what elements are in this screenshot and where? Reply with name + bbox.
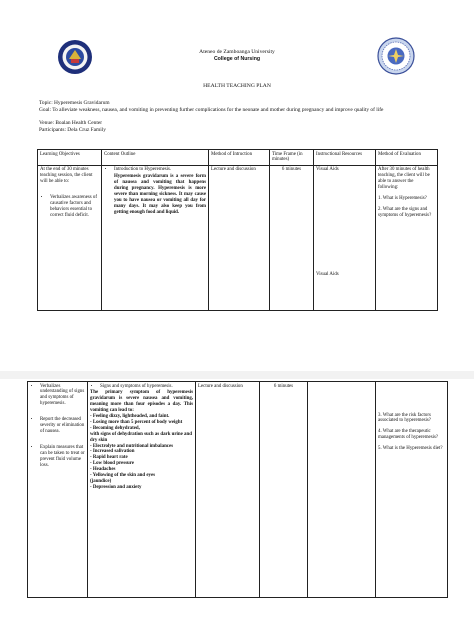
table-header-row: [38, 150, 438, 166]
content-body: Hyperemesis gravidarum is a severe form of nausea and vomiting that happens during pregnancy. Hyperemesis is more severe than morning sickness. It may cause you to have nausea or vomiting all day for many days. It may also keep you from getting enough food and liquid.: [114, 174, 206, 215]
method-cell: Lecture and discussion: [196, 382, 260, 598]
goal-line: Goal: To alleviate weakness, nausea, and vomiting in preventing further complications for the neonate and mother during pregnancy and improve quality of life: [39, 107, 384, 113]
resources-cell: [308, 382, 376, 598]
objective-item: • Explain measures that can be taken to treat or prevent fluid volume loss.: [40, 445, 85, 469]
list-item: with signs of dehydration such as dark urine and dry skin: [90, 431, 192, 443]
venue-line: Venue: Boalan Health Center: [39, 120, 103, 126]
method-cell: Lecture and discussion: [209, 165, 270, 310]
table-header-cell: Method of Evaluation: [376, 150, 438, 166]
table-header-cell: Instructional Resources: [314, 150, 376, 166]
time-cell: 6 minutes: [260, 382, 308, 598]
list-item: - Feeling dizzy, lightheaded, and faint.: [90, 414, 170, 420]
table-row: [28, 382, 448, 598]
content-heading: • Signs and symptoms of hyperemesis.: [100, 384, 193, 390]
evaluation-cell: [376, 382, 448, 598]
list-item: - Low blood pressure: [90, 461, 134, 467]
table-header-cell: Content Outline: [102, 150, 209, 166]
evaluation-cell: [376, 165, 438, 310]
resource-item: Visual Aids: [316, 272, 339, 278]
objective-item: • Verbalizes understanding of signs and symptoms of hyperemesis.: [40, 384, 85, 408]
resource-item: Visual Aids: [316, 167, 339, 173]
objectives-cell: [28, 382, 88, 598]
list-item: - Electrolyte and nutritional imbalances: [90, 443, 174, 449]
objective-item: • Report the decreased severity or elimination of nausea.: [40, 417, 85, 435]
objective-item: • Verbalizes awareness of causative factors and behaviors essential to correct fluid deficit.: [50, 195, 99, 219]
participants-line: Participants: Dela Cruz Family: [39, 127, 106, 133]
content-heading: • Introduction to Hyperemesis.: [114, 167, 206, 173]
content-cell: [88, 382, 196, 598]
evaluation-intro: After 30 minutes of health teaching, the client will be able to answer the following:: [378, 167, 430, 191]
teaching-plan-table: [37, 149, 438, 311]
document-page-2: [0, 379, 474, 632]
topic-line: Topic: Hyperemesis Gravidarum: [39, 100, 110, 106]
list-item: - Headaches: [90, 467, 116, 473]
list-item: - Increased salivation: [90, 449, 135, 455]
objectives-intro: At the end of 30 minutes teaching session, the client will be able to:: [40, 167, 93, 185]
objectives-cell: [38, 165, 102, 310]
evaluation-question: 3. What are the risk factors associated to hyperemesis?: [378, 412, 431, 424]
teaching-plan-table-continued: [27, 381, 448, 598]
college-name: College of Nursing: [213, 56, 261, 62]
resources-cell: [314, 165, 376, 310]
table-row: [38, 165, 438, 310]
table-header-cell: Method of Intruction: [209, 150, 270, 166]
university-name: Ateneo de Zamboanga University: [199, 49, 275, 55]
evaluation-question: 5. What is the Hyperemesis diet?: [378, 446, 443, 452]
table-header-cell: Time Frame (in minutes): [270, 150, 314, 166]
list-item: - Becoming dehydrated,: [90, 425, 140, 431]
evaluation-question: 2. What are the signs and symptoms of hyperemesis?: [378, 206, 432, 218]
list-item: (jaundice): [90, 479, 112, 484]
list-item: - Rapid heart rate: [90, 455, 128, 461]
content-body: The primary symptom of hyperemesis gravidarum is severe nausea and vomiting, meaning more than four episodes a day. This vomiting can lead to:: [90, 390, 193, 414]
list-item: - Yellowing of the skin and eyes: [90, 473, 156, 479]
list-item: - Losing more than 5 percent of body weight: [90, 419, 183, 425]
table-header-cell: Learning Objectives: [38, 150, 102, 166]
document-title: HEALTH TEACHING PLAN: [203, 83, 271, 89]
time-cell: 6 minutes: [270, 165, 314, 310]
content-cell: [102, 165, 209, 310]
list-item: - Depression and anxiety: [90, 484, 142, 490]
evaluation-question: 4. What are the therapeutic managements of hyperemesis?: [378, 429, 439, 441]
evaluation-question: 1. What is Hyperemesis?: [378, 195, 427, 201]
